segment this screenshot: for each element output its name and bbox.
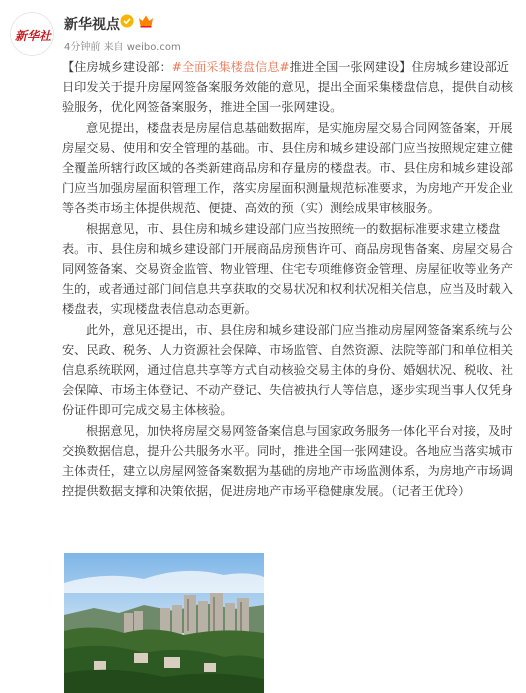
topic-link[interactable]: #全面采集楼盘信息# [171, 60, 290, 74]
body-paragraph-1: 意见提出，楼盘表是房屋信息基础数据库，是实施房屋交易合同网签备案，开展房屋交易、使用和安全管理的基础。市、县住房和城乡建设部门应当按照规定建立健全覆盖所辖行政区域的各类新建商品房和存量房的楼盘表。市、县住房和城乡建设部门应当加强房屋面积管理工作，落实房屋面积测量规范标准要求，为房地产开发企业等各类市场主体提供规范、便捷、高效的预（实）测绘成果审核服务。 [62, 120, 513, 216]
lead-mid: 推进全国一张网建设】 [289, 60, 412, 74]
post-source[interactable]: weibo.com [126, 42, 181, 53]
body-paragraph-3: 此外，意见还提出，市、县住房和城乡建设部门应当推动房屋网签备案系统与公安、民政、税务、人力资源社会保障、市场监管、自然资源、法院等部门和单位相关信息系统联网，通过信息共享等方式自动核验交易主体的身份、婚姻状况、税收、社会保障、市场主体登记、不动产登记、失信被执行人等信息，逐步实现当事人仅凭身份证件即可完成交易主体核验。 [62, 322, 513, 418]
post-image[interactable] [64, 553, 264, 693]
avatar[interactable] [10, 12, 54, 56]
post-time[interactable]: 4分钟前 [64, 42, 101, 53]
avatar-text: 新华社 [14, 29, 52, 43]
lead-paragraph [62, 57, 514, 118]
xinhua-logo-icon [11, 13, 54, 56]
lead-rest: 住房城乡建设部近日印发关于提升房屋网签备案服务效能的意见，提出全面采集楼盘信息，提供自动核验服务，优化网签备案服务，推进全国一张网建设。 [62, 60, 513, 115]
source-prefix: 来自 [103, 42, 124, 53]
lead-open: 【住房城乡建设部： [62, 60, 172, 74]
body-paragraph-4: 根据意见，加快将房屋交易网签备案信息与国家政务服务一体化平台对接，及时交换数据信息，提升公共服务水平。同时，推进全国一张网建设。各地应当落实城市主体责任，建立以房屋网签备案数据为基础的房地产市场监测体系，为房地产市场调控提供数据支撑和决策依据，促进房地产市场平稳健康发展。（记者王优玲） [62, 423, 513, 499]
author-name[interactable]: 新华视点 [64, 17, 120, 33]
post-content [62, 57, 514, 501]
vip-crown-icon[interactable] [138, 14, 154, 28]
post-meta [64, 38, 181, 53]
verified-badge-icon [120, 14, 134, 28]
body-paragraph-2: 根据意见，市、县住房和城乡建设部门应当按照统一的数据标准要求建立楼盘表。市、县住房和城乡建设部门开展商品房预售许可、商品房现售备案、房屋交易合同网签备案、交易资金监管、物业管理、住宅专项维修资金管理、房屋征收等业务产生的，或者通过部门间信息共享获取的交易状况和权利状况相关信息，应当及时载入楼盘表，实现楼盘表信息动态更新。 [62, 221, 513, 317]
post-header [0, 0, 526, 56]
city-photo [64, 553, 264, 693]
